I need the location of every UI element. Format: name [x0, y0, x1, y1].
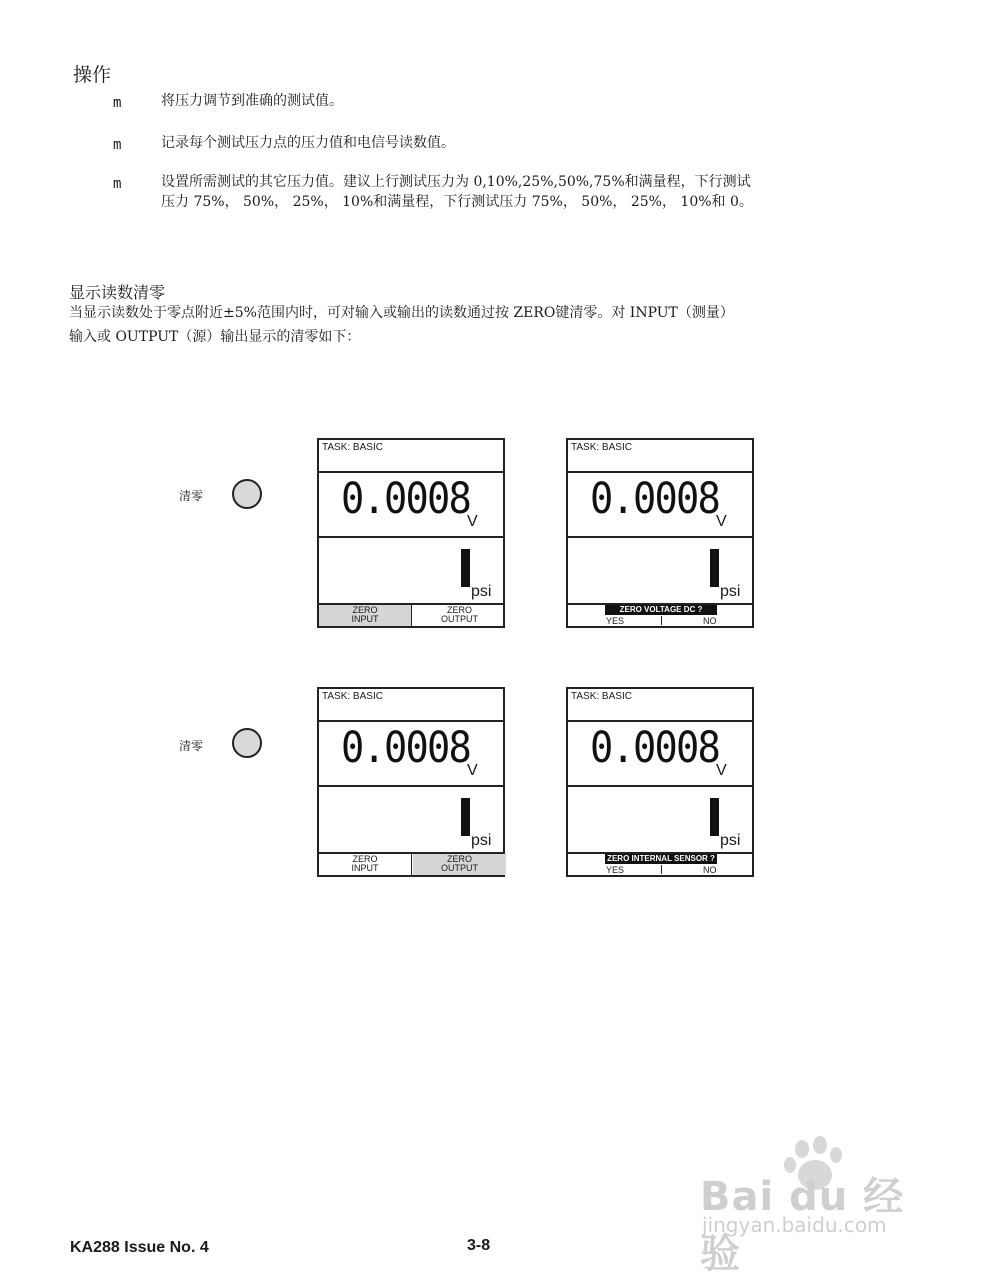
lcd-display-confirm-voltage: [566, 438, 754, 628]
section-heading-zero: 显示读数清零: [69, 283, 166, 302]
softkey-yes[interactable]: YES: [606, 865, 625, 875]
lcd-display-zero-input: [317, 438, 505, 628]
task-label: TASK: BASIC: [322, 691, 383, 702]
zero-key-label: 清零: [179, 739, 204, 753]
softkey-zero-output[interactable]: ZERO OUTPUT: [413, 854, 506, 875]
bullet-text-continued: 压力 75%， 50%， 25%， 10%和满量程，下行测试压力 75%， 50%， 25%， 10%和 0。: [161, 194, 753, 210]
reading-unit: V: [716, 513, 727, 530]
task-label: TASK: BASIC: [571, 442, 632, 453]
task-label: TASK: BASIC: [571, 691, 632, 702]
zero-key-button[interactable]: [232, 479, 262, 509]
bargraph-indicator: [710, 549, 719, 587]
reading-value: 0.0008: [590, 474, 720, 524]
zero-paragraph-line: 当显示读数处于零点附近±5%范围内时，可对输入或输出的读数通过按 ZERO键清零。对 INPUT（测量）: [69, 305, 734, 321]
softkey-no[interactable]: NO: [703, 616, 717, 626]
lcd-display-zero-output: [317, 687, 505, 877]
pressure-unit: psi: [471, 583, 492, 600]
reading-unit: V: [467, 762, 478, 779]
bargraph-indicator: [461, 549, 470, 587]
confirm-prompt: ZERO INTERNAL SENSOR ?: [605, 854, 717, 864]
bullet-marker: m: [113, 137, 122, 153]
task-label: TASK: BASIC: [322, 442, 383, 453]
reading-unit: V: [467, 513, 478, 530]
reading-value: 0.0008: [590, 723, 720, 773]
section-heading-operation: 操作: [73, 64, 112, 86]
zero-paragraph-line: 输入或 OUTPUT（源）输出显示的清零如下：: [69, 329, 361, 345]
confirm-prompt: ZERO VOLTAGE DC ?: [605, 605, 717, 615]
softkey-zero-input[interactable]: ZERO INPUT: [319, 854, 412, 875]
pressure-unit: psi: [471, 832, 492, 849]
bullet-text: 设置所需测试的其它压力值。建议上行测试压力为 0,10%,25%,50%,75%和满量程，下行测试: [161, 174, 751, 190]
zero-key-button[interactable]: [232, 728, 262, 758]
bullet-marker: m: [113, 95, 122, 111]
zero-key-label: 清零: [179, 489, 204, 503]
reading-value: 0.0008: [341, 723, 471, 773]
bargraph-indicator: [710, 798, 719, 836]
watermark-url: jingyan.baidu.com: [702, 1213, 887, 1237]
softkey-zero-input[interactable]: ZERO INPUT: [319, 605, 412, 626]
reading-unit: V: [716, 762, 727, 779]
baidu-watermark: [700, 1135, 940, 1277]
softkey-zero-output[interactable]: ZERO OUTPUT: [441, 605, 478, 624]
bargraph-indicator: [461, 798, 470, 836]
bullet-text: 将压力调节到准确的测试值。: [161, 93, 343, 109]
footer-page-number: 3-8: [467, 1237, 491, 1254]
softkey-yes[interactable]: YES: [606, 616, 625, 626]
bullet-text: 记录每个测试压力点的压力值和电信号读数值。: [161, 135, 455, 151]
watermark-brand: Bai du 经验: [700, 1174, 905, 1277]
lcd-display-confirm-sensor: [566, 687, 754, 877]
pressure-unit: psi: [720, 832, 741, 849]
zero-paragraph: [69, 301, 899, 349]
pressure-unit: psi: [720, 583, 741, 600]
softkey-no[interactable]: NO: [703, 865, 717, 875]
bullet-marker: m: [113, 176, 122, 192]
footer-doc-id: KA288 Issue No. 4: [70, 1239, 209, 1256]
reading-value: 0.0008: [341, 474, 471, 524]
